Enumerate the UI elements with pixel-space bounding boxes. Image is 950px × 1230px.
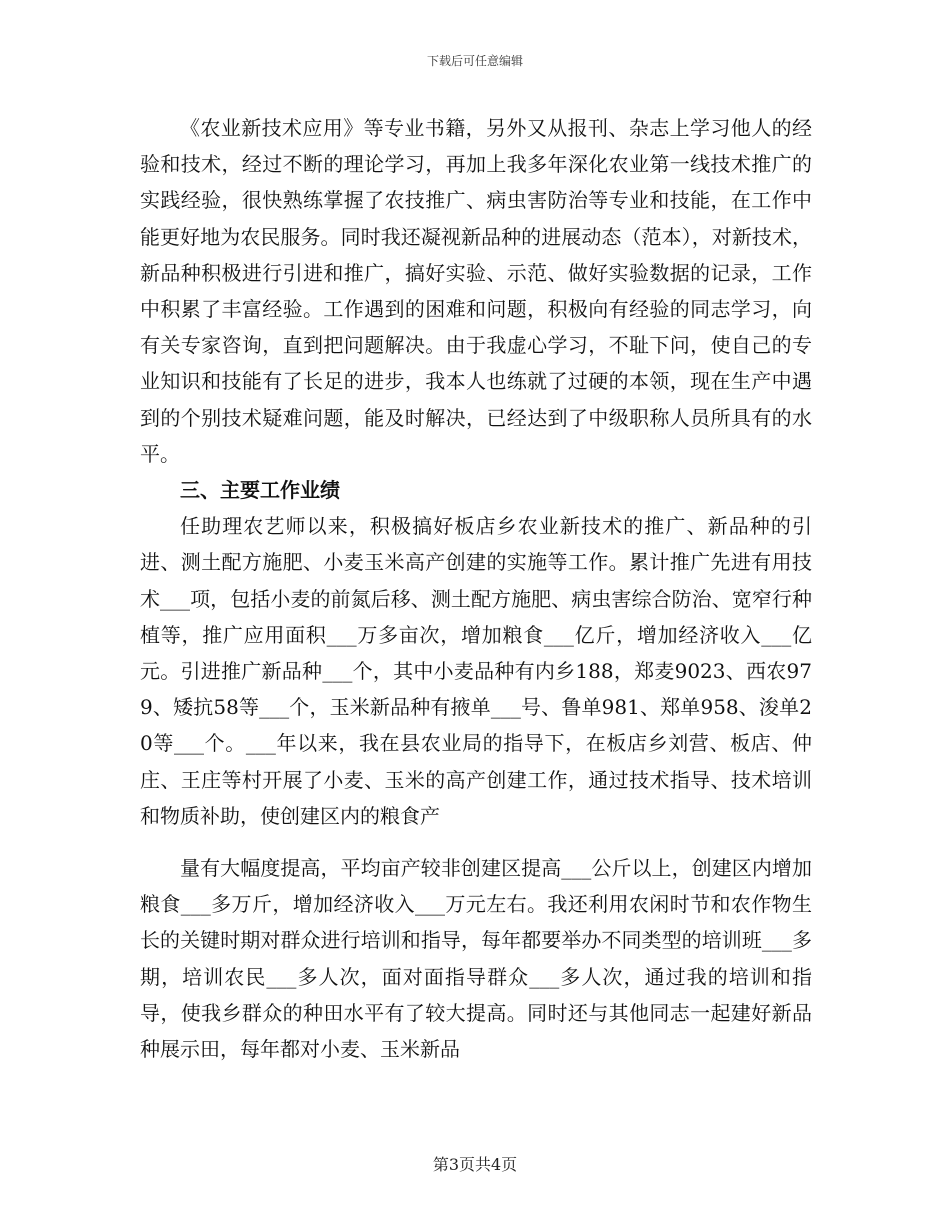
section-heading: 三、主要工作业绩 <box>180 478 340 503</box>
page-number-footer: 第3页共4页 <box>432 1155 518 1174</box>
body-paragraph: 量有大幅度提高，平均亩产较非创建区提高___公斤以上，创建区内增加粮食___多万斤，增加经济收入___万元左右。我还利用农闲时节和农作物生长的关键时期对群众进行培训和指导，每年都要举办不同类型的培训班___多期，培训农民___多人次，面对面指导群众___多人次，通过我的培训和指导，使我乡群众的种田水平有了较大提高。同时还与其他同志一起建好新品种展示田，每年都对小麦、玉米新品 <box>140 856 812 1062</box>
page-header: 下载后可任意编辑 <box>426 54 523 68</box>
body-paragraph: 《农业新技术应用》等专业书籍，另外又从报刊、杂志上学习他人的经验和技术，经过不断的理论学习，再加上我多年深化农业第一线技术推广的实践经验，很快熟练掌握了农技推广、病虫害防治等专业和技能，在工作中能更好地为农民服务。同时我还凝视新品种的进展动态（范本），对新技术，新品种积极进行引进和推广，搞好实验、示范、做好实验数据的记录，工作中积累了丰富经验。工作遇到的困难和问题，积极向有经验的同志学习，向有关专家咨询，直到把问题解决。由于我虚心学习，不耻下问，使自己的专业知识和技能有了长足的进步，我本人也练就了过硬的本领，现在生产中遇到的个别技术疑难问题，能及时解决，已经达到了中级职称人员所具有的水平。 <box>140 116 812 466</box>
body-paragraph: 任助理农艺师以来，积极搞好板店乡农业新技术的推广、新品种的引进、测土配方施肥、小麦玉米高产创建的实施等工作。累计推广先进有用技术___项，包括小麦的前氮后移、测土配方施肥、病虫害综合防治、宽窄行种植等，推广应用面积___万多亩次，增加粮食___亿斤，增加经济收入___亿元。引进推广新品种___个，其中小麦品种有内乡188，郑麦9023、西农979、矮抗58等___个，玉米新品种有掖单___号、鲁单981、郑单958、浚单20等___个。___年以来，我在县农业局的指导下，在板店乡刘营、板店、仲庄、王庄等村开展了小麦、玉米的高产创建工作，通过技术指导、技术培训和物质补助，使创建区内的粮食产 <box>140 514 812 828</box>
document-body <box>140 110 812 1067</box>
